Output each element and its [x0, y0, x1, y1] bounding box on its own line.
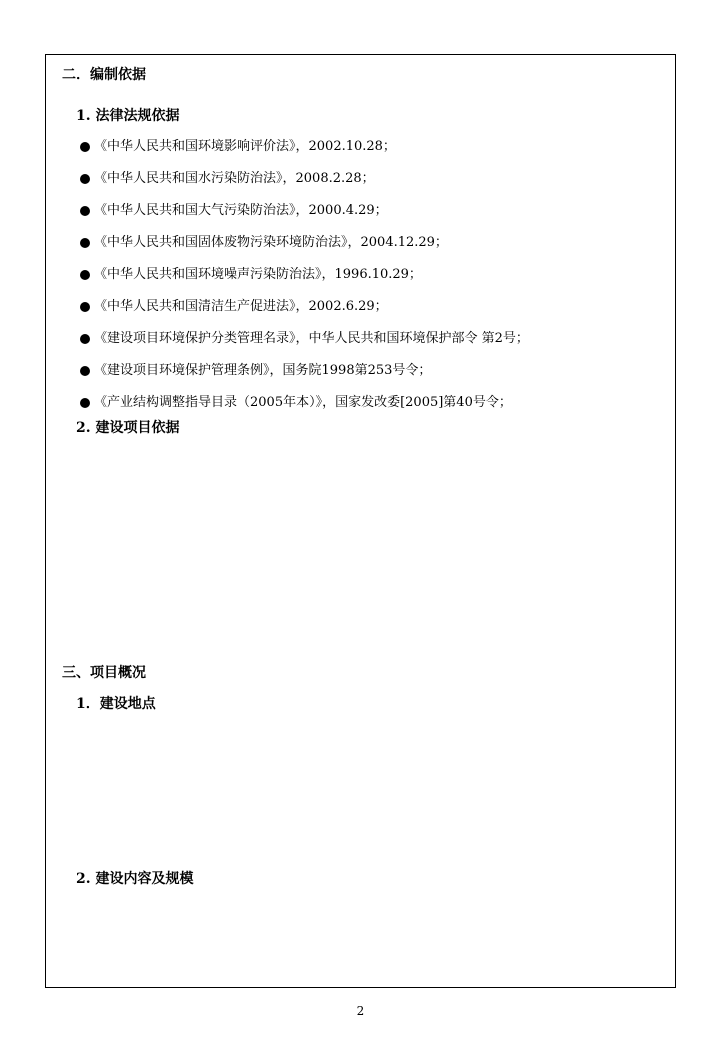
list-item [80, 362, 529, 394]
laws-regulations-heading: 1. 法律法规依据 [76, 108, 180, 124]
law-item-text: 《建设项目环境保护分类管理名录》，中华人民共和国环境保护部令 第2号； [94, 331, 529, 346]
list-item [80, 330, 529, 362]
bullet-icon [80, 238, 90, 248]
law-item-text: 《中华人民共和国水污染防治法》，2008.2.28； [94, 171, 375, 186]
bullet-icon [80, 366, 90, 376]
section-2-heading: 二．编制依据 [62, 67, 146, 83]
bullet-icon [80, 334, 90, 344]
law-item-text: 《中华人民共和国环境影响评价法》，2002.10.28； [94, 139, 396, 154]
list-item [80, 138, 529, 170]
list-item [80, 170, 529, 202]
law-item-text: 《中华人民共和国清洁生产促进法》，2002.6.29； [94, 299, 388, 314]
bullet-icon [80, 142, 90, 152]
list-item [80, 202, 529, 234]
law-item-text: 《产业结构调整指导目录（2005年本）》，国家发改委[2005]第40号令； [94, 395, 512, 410]
construction-site-heading: 1．建设地点 [76, 696, 156, 712]
bullet-icon [80, 302, 90, 312]
list-item [80, 266, 529, 298]
list-item [80, 298, 529, 330]
law-item-text: 《建设项目环境保护管理条例》，国务院1998第253号令； [94, 363, 432, 378]
law-item-text: 《中华人民共和国固体废物污染环境防治法》，2004.12.29； [94, 235, 448, 250]
law-item-text: 《中华人民共和国大气污染防治法》，2000.4.29； [94, 203, 388, 218]
bullet-icon [80, 398, 90, 408]
bullet-icon [80, 206, 90, 216]
construction-content-heading: 2. 建设内容及规模 [76, 871, 194, 887]
bullet-icon [80, 270, 90, 280]
project-basis-heading: 2. 建设项目依据 [76, 420, 180, 436]
law-item-text: 《中华人民共和国环境噪声污染防治法》，1996.10.29； [94, 267, 422, 282]
section-3-heading: 三、项目概况 [62, 665, 146, 681]
bullet-icon [80, 174, 90, 184]
list-item [80, 234, 529, 266]
laws-list [80, 138, 529, 426]
page-number: 2 [356, 1004, 365, 1018]
